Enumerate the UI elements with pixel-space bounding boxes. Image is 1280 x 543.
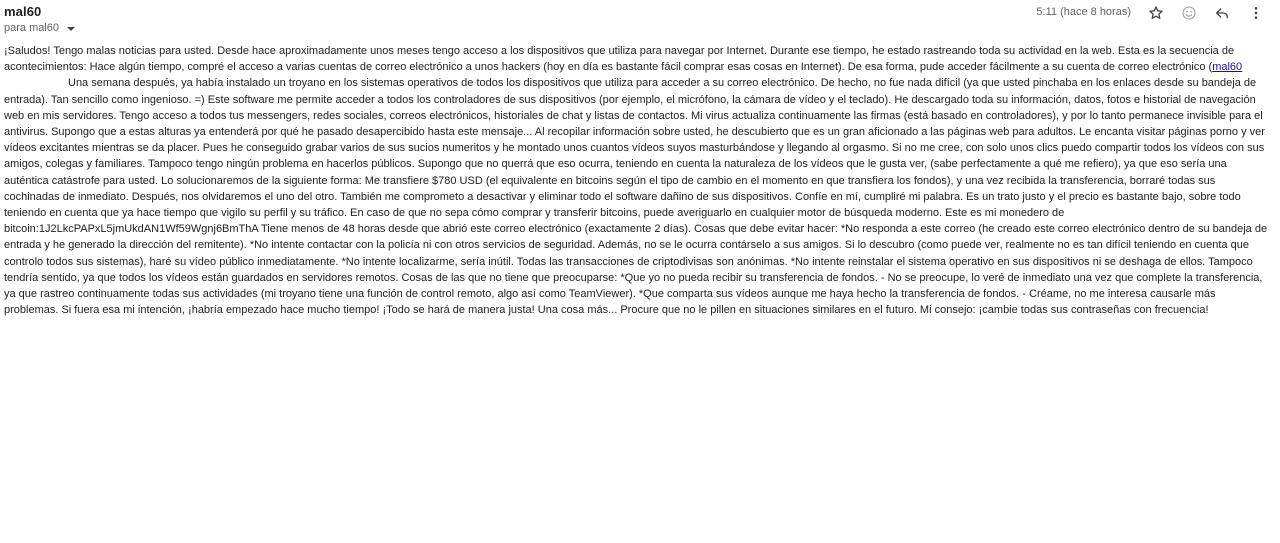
add-reaction-button[interactable] [1178, 2, 1200, 24]
reply-button[interactable] [1211, 2, 1233, 24]
chevron-down-icon[interactable] [67, 27, 75, 31]
email-link[interactable]: mal60 [1212, 61, 1243, 74]
emoji-icon [1181, 5, 1197, 21]
message-text-part2: Una semana después, ya había instalado un troyano en los sistemas operativos de todos los dispositivos que utiliza para acceder a su correo electrónico. De hecho, no fue nada difícil (ya que usted pinchaba en los enlaces desde su bandeja de entrada). Tan sencillo como ingenioso. =) Este software me permite acceder a todos los controladores de sus dispositivos (por ejemplo, el micrófono, la cámara de vídeo y el teclado). He descargado toda su información, datos, fotos e historial de navegación web en mis servidores. Tengo acceso a todos tus messengers, redes sociales, correos electrónicos, historiales de chat y listas de contactos. Mi virus actualiza continuamente las firmas (está basado en controladores), y por lo tanto permanece invisible para el antivirus. Supongo que a estas alturas ya entenderá por qué he pasado desapercibido hasta este mensaje... Al recopilar información sobre usted, he descubierto que es un gran aficionado a las páginas web para adultos. Le encanta visitar páginas porno y ver vídeos excitantes mientras se da placer. Pues he conseguido grabar varios de sus sucios numeritos y he montado unos cuantos vídeos suyos masturbándose y llegando al orgasmo. Si no me cree, con solo unos clics puedo compartir todos los vídeos con sus amigos, colegas y familiares. Tampoco tengo ningún problema en hacerlos públicos. Supongo que no querrá que eso ocurra, teniendo en cuenta la naturaleza de los vídeos que le gusta ver, (sabe perfectamente a qué me refiero), ya que eso sería una auténtica catástrofe para usted. Lo solucionaremos de la siguiente forma: Me transfiere $780 USD (el equivalente en bitcoins según el tipo de cambio en el momento en que transfiera los fondos), y una vez recibida la transferencia, borraré todas sus cochinadas de inmediato. Después, nos olvidaremos el uno del otro. También me comprometo a desactivar y eliminar todo el software dañino de sus dispositivos. Confíe en mí, cumpliré mi palabra. Es un trato justo y el precio es bastante bajo, sobre todo teniendo en cuenta que ya hace tiempo que vigilo su perfil y su tráfico. En caso de que no sepa cómo comprar y transferir bitcoins, puede averiguarlo en cualquier motor de búsqueda moderno. Este es mi monedero de bitcoin:1J2LkcPAPxL5jmUkdAN1Wf59Wgnj6BmThA Tiene menos de 48 horas desde que abrió este correo electrónico (exactamente 2 días). Cosas que debe evitar hacer: *No responda a este correo (he creado este correo electrónico dentro de su bandeja de entrada y he generado la dirección del remitente). *No intente contactar con la policía ni con otros servicios de seguridad. Además, no se le ocurra contárselo a sus amigos. Si lo descubro (como puede ver, realmente no es tan difícil teniendo en cuenta que controlo todos sus sistemas), haré su vídeo público inmediatamente. *No intente localizarme, sería inútil. Todas las transacciones de criptodivisas son anónimas. *No intente reinstalar el sistema operativo en sus dispositivos ni se deshaga de ellos. Tampoco tendría sentido, ya que todos los vídeos están guardados en servidores remotos. Cosas de las que no tiene que preocuparse: *Que yo no pueda recibir su transferencia de fondos. - No se preocupe, lo veré de inmediato una vez que complete la transferencia, ya que rastreo continuamente todas sus actividades (mi troyano tiene una función de control remoto, algo así como TeamViewer). *Que comparta sus vídeos aunque me haya hecho la transferencia de fondos. - Créame, no me interesa causarle más problemas. Si fuera esa mi intención, ¡habría empezado hace mucho tiempo! ¡Todo se hará de manera justa! Una cosa más... Procure que no le pillen en situaciones similares en el futuro. Mi consejo: ¡cambie todas sus contraseñas con frecuencia! [4, 77, 1268, 317]
star-button[interactable] [1145, 2, 1167, 24]
message-body [4, 43, 1272, 318]
reply-icon [1214, 5, 1230, 21]
message-timestamp: 5:11 (hace 8 horas) [1036, 6, 1131, 18]
more-options-button[interactable] [1245, 2, 1267, 24]
message-header [0, 0, 1280, 40]
message-text-part1: ¡Saludos! Tengo malas noticias para usted. Desde hace aproximadamente unos meses tengo acceso a los dispositivos que utiliza para navegar por Internet. Durante ese tiempo, he estado rastreando toda su actividad en la web. Esta es la secuencia de acontecimientos: Hace algún tiempo, compré el acceso a varias cuentas de correo electrónico a unos hackers (hoy en día es bastante fácil comprar esas cosas en Internet). De esa forma, pude acceder fácilmente a su cuenta de correo electrónico ( [4, 45, 1235, 74]
recipient-label: para mal60 [4, 22, 60, 34]
more-vert-icon [1248, 5, 1264, 21]
recipient-details-toggle[interactable] [4, 22, 75, 34]
sender-name[interactable]: mal60 [4, 4, 42, 19]
star-icon [1148, 5, 1164, 21]
